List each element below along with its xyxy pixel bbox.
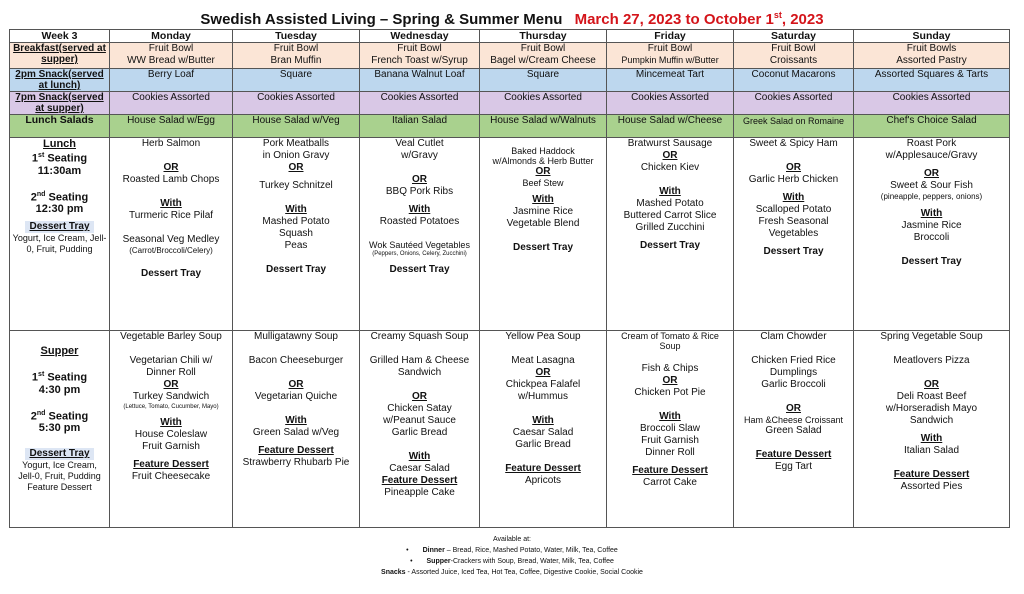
snack-7pm-label: 7pm Snack(served at supper)	[10, 92, 110, 115]
lunch-salads-row	[10, 115, 1010, 138]
supper-row	[10, 331, 1010, 528]
snack-7pm-cell: Cookies Assorted	[734, 92, 854, 115]
salad-cell: House Salad w/Veg	[233, 115, 360, 138]
lunch-time-2: 12:30 pm	[35, 203, 84, 216]
breakfast-cell: Fruit Bowl Pumpkin Muffin w/Butter	[607, 43, 734, 69]
supper-seating-1: 1st Seating	[31, 371, 88, 384]
footer-supper: • Supper-Crackers with Soup, Bread, Water, Milk, Tea, Coffee	[410, 558, 614, 565]
breakfast-row	[10, 43, 1010, 69]
lunch-seating-1: 1st Seating	[31, 152, 88, 165]
supper-seating-2: 2nd Seating	[30, 409, 89, 423]
supper-label: Supper	[40, 345, 79, 357]
page-title	[0, 10, 1024, 28]
day-sunday: Sunday	[854, 30, 1010, 43]
lunch-label-cell	[10, 138, 110, 331]
snack-7pm-cell: Cookies Assorted	[110, 92, 233, 115]
snack-2pm-row	[10, 69, 1010, 92]
supper-sunday: Spring Vegetable Soup Meatlovers Pizza OR Deli Roast Beef w/Horseradish Mayo Sandwich With Italian Salad Feature Dessert Assorted Pies	[854, 331, 1010, 528]
snack-7pm-cell: Cookies Assorted	[480, 92, 607, 115]
snack-2pm-cell: Coconut Macarons	[734, 69, 854, 92]
menu-title: Swedish Assisted Living – Spring & Summer Menu	[200, 11, 563, 28]
footer-heading: Available at:	[492, 536, 531, 543]
day-wednesday: Wednesday	[360, 30, 480, 43]
breakfast-label: Breakfast(served at supper)	[10, 43, 110, 69]
supper-dessert-tray-items-1: Yogurt, Ice Cream,	[22, 460, 97, 471]
snack-7pm-cell: Cookies Assorted	[854, 92, 1010, 115]
supper-tuesday: Mulligatawny Soup Bacon Cheeseburger OR Vegetarian Quiche With Green Salad w/Veg Feature Dessert Strawberry Rhubarb Pie	[233, 331, 360, 528]
week-label: Week 3	[10, 30, 110, 43]
supper-friday: Cream of Tomato & Rice Soup Fish & Chips OR Chicken Pot Pie With Broccoli Slaw Fruit Garnish Dinner Roll Feature Dessert Carrot Cake	[607, 331, 734, 528]
breakfast-cell: Fruit Bowl WW Bread w/Butter	[110, 43, 233, 69]
lunch-tuesday: Pork Meatballs in Onion Gravy OR Turkey Schnitzel With Mashed Potato Squash Peas Dessert Tray	[233, 138, 360, 331]
lunch-friday: Bratwurst Sausage OR Chicken Kiev With Mashed Potato Buttered Carrot Slice Grilled Zucchini Dessert Tray	[607, 138, 734, 331]
supper-wednesday: Creamy Squash Soup Grilled Ham & Cheese Sandwich OR Chicken Satay w/Peanut Sauce Garlic Bread With Caesar Salad Feature Dessert Pineapple Cake	[360, 331, 480, 528]
snack-7pm-cell: Cookies Assorted	[233, 92, 360, 115]
salad-cell: House Salad w/Walnuts	[480, 115, 607, 138]
snack-2pm-cell: Square	[480, 69, 607, 92]
lunch-monday: Herb Salmon OR Roasted Lamb Chops With Turmeric Rice Pilaf Seasonal Veg Medley (Carrot/Broccoli/Celery) Dessert Tray	[110, 138, 233, 331]
lunch-sunday: Roast Pork w/Applesauce/Gravy OR Sweet & Sour Fish (pineapple, peppers, onions) With Jasmine Rice Broccoli Dessert Tray	[854, 138, 1010, 331]
day-tuesday: Tuesday	[233, 30, 360, 43]
lunch-wednesday: Veal Cutlet w/Gravy OR BBQ Pork Ribs With Roasted Potatoes Wok Sautéed Vegetables (Peppers, Onions, Celery, Zucchini) Dessert Tray	[360, 138, 480, 331]
breakfast-cell: Fruit Bowls Assorted Pastry	[854, 43, 1010, 69]
salad-cell: Italian Salad	[360, 115, 480, 138]
salad-cell: House Salad w/Cheese	[607, 115, 734, 138]
salad-cell: House Salad w/Egg	[110, 115, 233, 138]
snack-7pm-cell: Cookies Assorted	[360, 92, 480, 115]
snack-7pm-cell: Cookies Assorted	[607, 92, 734, 115]
day-monday: Monday	[110, 30, 233, 43]
day-header-row	[10, 30, 1010, 43]
salad-cell: Greek Salad on Romaine	[734, 115, 854, 138]
snack-2pm-cell: Assorted Squares & Tarts	[854, 69, 1010, 92]
lunch-label: Lunch	[43, 138, 76, 150]
snack-2pm-cell: Banana Walnut Loaf	[360, 69, 480, 92]
snack-2pm-cell: Square	[233, 69, 360, 92]
snack-2pm-cell: Berry Loaf	[110, 69, 233, 92]
supper-dessert-tray-items-2: Jell-0, Fruit, Pudding	[18, 471, 101, 482]
lunch-row	[10, 138, 1010, 331]
snack-2pm-cell: Mincemeat Tart	[607, 69, 734, 92]
supper-time-1: 4:30 pm	[38, 383, 81, 396]
snack-2pm-label: 2pm Snack(served at lunch)	[10, 69, 110, 92]
lunch-thursday: Baked Haddock w/Almonds & Herb Butter OR Beef Stew With Jasmine Rice Vegetable Blend Dessert Tray	[480, 138, 607, 331]
lunch-seating-2: 2nd Seating	[30, 190, 89, 204]
weekly-menu-table	[9, 29, 1010, 528]
lunch-time-1: 11:30am	[37, 164, 82, 177]
footer-dinner: • Dinner – Bread, Rice, Mashed Potato, Water, Milk, Tea, Coffee	[406, 547, 618, 554]
lunch-dessert-tray-items: Yogurt, Ice Cream, Jell-0, Fruit, Pudding	[12, 233, 107, 255]
supper-label-cell	[10, 331, 110, 528]
menu-date-range: March 27, 2023 to October 1st, 2023	[574, 10, 824, 28]
lunch-salads-label: Lunch Salads	[10, 115, 110, 138]
salad-cell: Chef's Choice Salad	[854, 115, 1010, 138]
snack-7pm-row	[10, 92, 1010, 115]
day-thursday: Thursday	[480, 30, 607, 43]
breakfast-cell: Fruit Bowl Croissants	[734, 43, 854, 69]
supper-time-2: 5:30 pm	[38, 422, 81, 435]
lunch-saturday: Sweet & Spicy Ham OR Garlic Herb Chicken With Scalloped Potato Fresh Seasonal Vegetables Dessert Tray	[734, 138, 854, 331]
supper-dessert-tray-tag: Dessert Tray	[25, 448, 93, 460]
supper-saturday: Clam Chowder Chicken Fried Rice Dumplings Garlic Broccoli OR Ham &Cheese Croissant Green Salad Feature Dessert Egg Tart	[734, 331, 854, 528]
day-saturday: Saturday	[734, 30, 854, 43]
supper-dessert-tray-items-3: Feature Dessert	[27, 482, 92, 493]
breakfast-cell: Fruit Bowl Bagel w/Cream Cheese	[480, 43, 607, 69]
footer-snacks: Snacks - Assorted Juice, Iced Tea, Hot Tea, Coffee, Digestive Cookie, Social Cookie	[381, 569, 643, 576]
supper-thursday: Yellow Pea Soup Meat Lasagna OR Chickpea Falafel w/Hummus With Caesar Salad Garlic Bread Feature Dessert Apricots	[480, 331, 607, 528]
day-friday: Friday	[607, 30, 734, 43]
supper-monday: Vegetable Barley Soup Vegetarian Chili w/ Dinner Roll OR Turkey Sandwich (Lettuce, Tomato, Cucumber, Mayo) With House Coleslaw Fruit Garnish Feature Dessert Fruit Cheesecake	[110, 331, 233, 528]
lunch-dessert-tray-tag: Dessert Tray	[25, 221, 93, 233]
breakfast-cell: Fruit Bowl French Toast w/Syrup	[360, 43, 480, 69]
availability-footer	[0, 534, 1024, 578]
breakfast-cell: Fruit Bowl Bran Muffin	[233, 43, 360, 69]
